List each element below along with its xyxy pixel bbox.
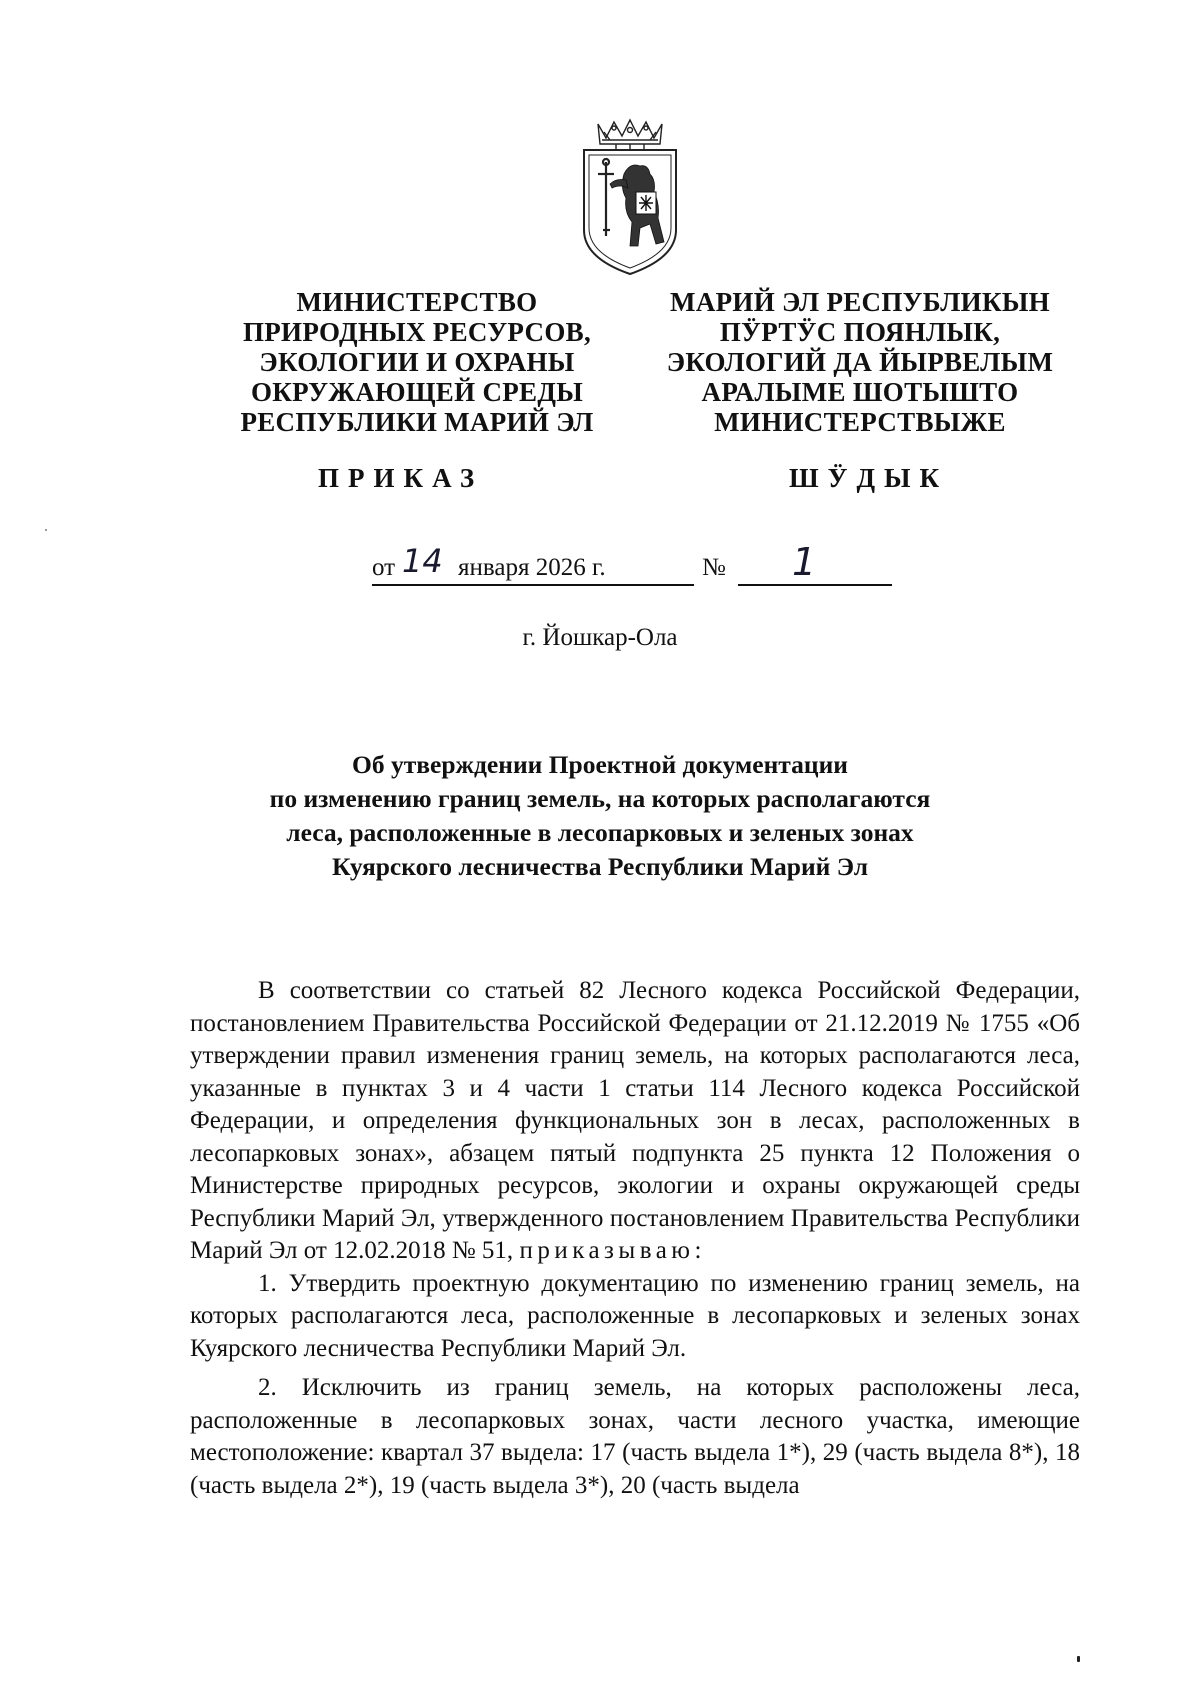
page-mark [1077,1656,1080,1662]
order-title [150,748,1050,884]
item-1-paragraph: 1. Утвердить проектную документацию по изменению границ земель, на которых располагаются леса, расположенные в лесопарковых и зеленых зонах Куярского лесничества Республики Марий Эл. [190,1269,1080,1362]
ministry-name-line: МИНИСТЕРСТВО [296,287,538,317]
order-title-line: леса, расположенные в лесопарковых и зеленых зонах [286,818,914,847]
order-date-number-row [372,540,892,588]
date-prefix: от [372,554,396,581]
preamble-paragraph [190,975,1080,1268]
date-month-year: января 2026 г. [458,554,606,581]
handwritten-day: 14 [402,542,443,580]
ministry-name-russian [222,287,612,437]
coat-of-arms-mari-el-icon [576,118,684,278]
ministry-name-mari [640,287,1080,437]
ministry-name-line: ЭКОЛОГИИ И ОХРАНЫ [259,347,575,377]
ministry-name-line: ЭКОЛОГИЙ ДА ЙЫРВЕЛЫМ [666,347,1054,377]
preamble-text: В соответствии со статьей 82 Лесного кодекса Российской Федерации, постановлением Правительства Российской Федерации от 21.12.2019 № 1755 «Об утверждении правил изменения границ земель, на которых располагаются леса, указанные в пунктах 3 и 4 части 1 статьи 114 Лесного кодекса Российской Федерации, и определения функциональных зон в лесах, расположенных в лесопарковых зонах», абзацем пятый подпункта 25 пункта 12 Положения о Министерстве природных ресурсов, экологии и охраны окружающей среды Республики Марий Эл, утвержденного постановлением Правительства Республики Марий Эл от 12.02.2018 № 51, [190,977,1080,1264]
directive-word: приказываю: [519,1237,706,1264]
ministry-name-line: МИНИСТЕРСТВЫЖЕ [714,407,1006,437]
item-2-paragraph: 2. Исключить из границ земель, на которых расположены леса, расположенные в лесопарковых зонах, части лесного участка, имеющие местоположение: квартал 37 выдела: 17 (часть выдела 1*), 29 (часть выдела 8*), 18 (часть выдела 2*), 19 (часть выдела 3*), 20 (часть выдела [190,1374,1080,1499]
number-underline [738,584,892,586]
ministry-name-line: МАРИЙ ЭЛ РЕСПУБЛИКЫН [670,287,1050,317]
order-title-line: Об утверждении Проектной документации [352,750,848,779]
ministry-name-line: ПРИРОДНЫХ РЕСУРСОВ, [242,317,592,347]
order-title-russian: ПРИКАЗ [318,463,484,493]
handwritten-order-number: 1 [792,540,817,584]
place-of-issue: г. Йошкар-Ола [522,624,678,651]
number-sign: № [702,554,726,581]
order-title-line: Куярского лесничества Республики Марий Эл [331,852,869,881]
ministry-name-line: АРАЛЫМЕ ШОТЫШТО [701,377,1019,407]
ministry-name-line: ОКРУЖАЮЩЕЙ СРЕДЫ [250,377,584,407]
coat-of-arms-emblem [576,118,684,278]
order-title-line: по изменению границ земель, на которых располагаются [269,784,931,813]
order-title-mari: ШӰДЫК [789,463,949,493]
ministry-name-line: РЕСПУБЛИКИ МАРИЙ ЭЛ [240,407,594,437]
order-body [190,975,1080,1502]
date-underline [372,584,694,586]
ministry-name-line: ПӰРТӰС ПОЯНЛЫК, [719,317,1001,347]
scan-speck [45,529,47,531]
